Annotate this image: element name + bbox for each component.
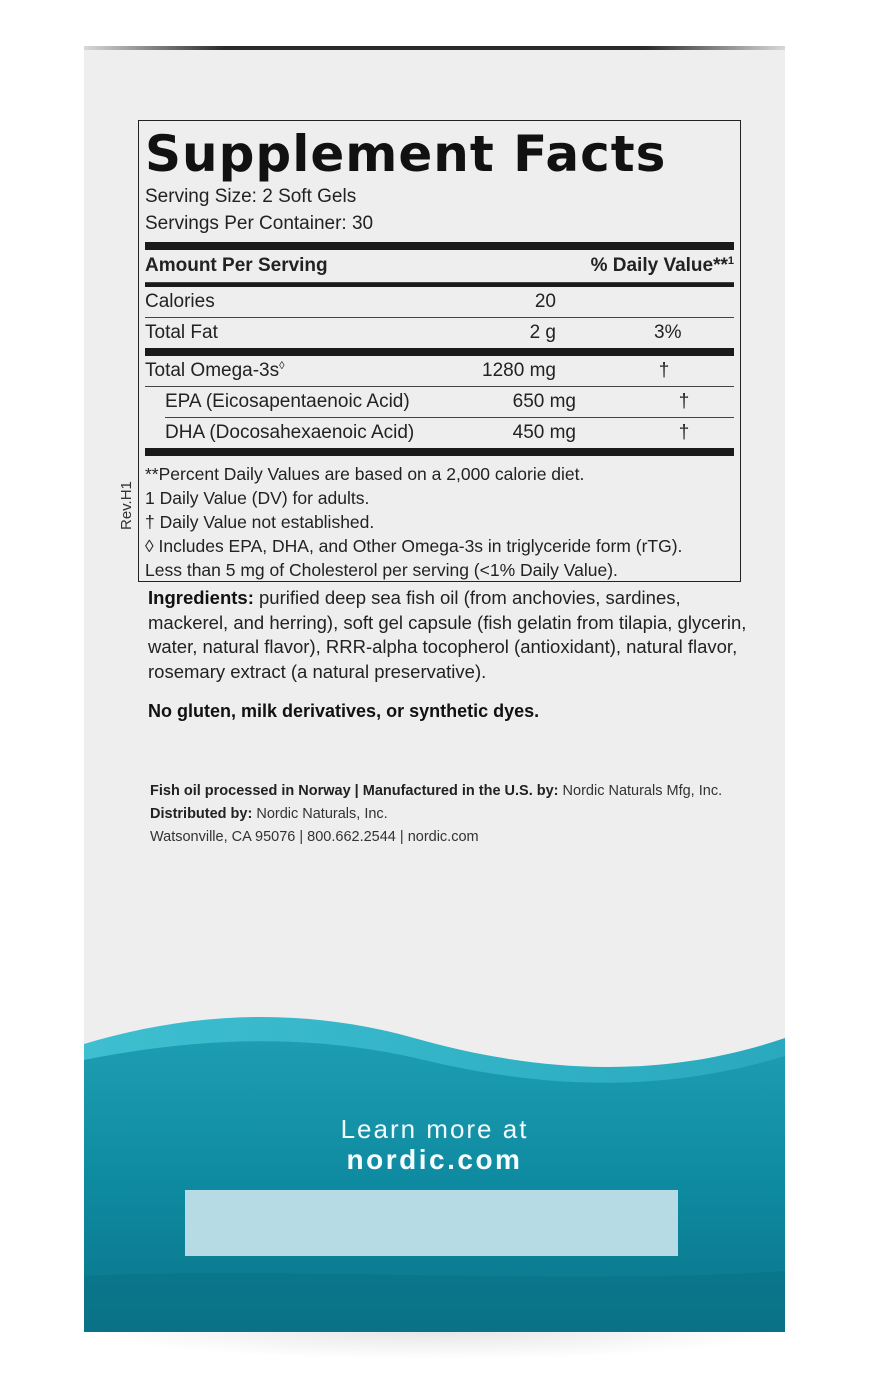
facts-row-epa bbox=[165, 387, 734, 418]
nutrient-name: Total Omega-3s◊ bbox=[145, 360, 285, 381]
footnote: 1 Daily Value (DV) for adults. bbox=[145, 488, 370, 508]
facts-row-dha bbox=[165, 418, 734, 448]
nutrient-amount: 2 g bbox=[529, 322, 556, 343]
footnote: **Percent Daily Values are based on a 2,000 calorie diet. bbox=[145, 464, 585, 484]
nutrient-dv: † bbox=[658, 360, 670, 381]
revision-code: Rev.H1 bbox=[118, 481, 135, 530]
address-line: Watsonville, CA 95076 | 800.662.2544 | nordic.com bbox=[150, 829, 479, 845]
promo-domain: nordic.com bbox=[346, 1144, 523, 1175]
ingredients-label: Ingredients: bbox=[148, 587, 254, 608]
wave-bottom-shade bbox=[84, 1271, 785, 1332]
box-top-edge bbox=[84, 46, 785, 50]
footnote: † Daily Value not established. bbox=[145, 512, 375, 532]
facts-header-row bbox=[145, 250, 734, 283]
promo-line-1: Learn more at bbox=[340, 1114, 529, 1144]
footnote: Less than 5 mg of Cholesterol per serving (<1% Daily Value). bbox=[145, 560, 618, 580]
facts-title: Supplement Facts bbox=[145, 125, 667, 183]
footnote: ◊ Includes EPA, DHA, and Other Omega-3s in triglyceride form (rTG). bbox=[145, 536, 683, 556]
daily-value-header: % Daily Value**$^1$ bbox=[590, 255, 734, 276]
ingredients-list: purified deep sea fish oil (from anchovies, sardines, mackerel, and herring), soft gel capsule (fish gelatin from tilapia, glycerin, water, natural flavor), RRR-alpha tocopherol (antioxidant), natural flavor, rosemary extract (a natural preservative). bbox=[148, 587, 747, 682]
nutrient-dv: 3% bbox=[654, 322, 682, 343]
nutrient-name: EPA (Eicosapentaenoic Acid) bbox=[165, 391, 410, 412]
nutrient-amount: 20 bbox=[534, 291, 556, 312]
code-box bbox=[185, 1190, 678, 1256]
nutrient-amount: 1280 mg bbox=[482, 360, 556, 381]
nutrient-name: DHA (Docosahexaenoic Acid) bbox=[165, 422, 415, 443]
facts-row-calories bbox=[145, 287, 734, 318]
product-box-back-panel bbox=[84, 46, 785, 1332]
facts-row-total-fat bbox=[145, 318, 734, 348]
allergen-statement: No gluten, milk derivatives, or synthetic dyes. bbox=[148, 701, 540, 721]
nutrient-amount: 650 mg bbox=[512, 391, 576, 412]
amount-per-serving-header: Amount Per Serving bbox=[145, 255, 328, 276]
manufacturer-info bbox=[150, 780, 722, 849]
serving-size: Serving Size: 2 Soft Gels bbox=[145, 186, 357, 207]
nutrient-amount: 450 mg bbox=[512, 422, 576, 443]
divider-thick bbox=[145, 242, 734, 250]
facts-footnotes bbox=[145, 456, 734, 582]
nutrient-name: Calories bbox=[145, 291, 215, 312]
servings-per-container: Servings Per Container: 30 bbox=[145, 213, 374, 234]
nutrient-name: Total Fat bbox=[145, 322, 218, 343]
nutrient-dv: † bbox=[678, 391, 690, 412]
distributor-line: Distributed by: Nordic Naturals, Inc. bbox=[150, 806, 388, 822]
nutrient-dv: † bbox=[678, 422, 690, 443]
ingredients-text bbox=[148, 586, 748, 684]
divider-thick bbox=[145, 448, 734, 456]
supplement-facts-label bbox=[138, 120, 741, 582]
divider-thick bbox=[145, 348, 734, 356]
facts-row-omega3 bbox=[145, 356, 734, 387]
origin-line: Fish oil processed in Norway | Manufactured in the U.S. by: Nordic Naturals Mfg, Inc. bbox=[150, 783, 723, 799]
